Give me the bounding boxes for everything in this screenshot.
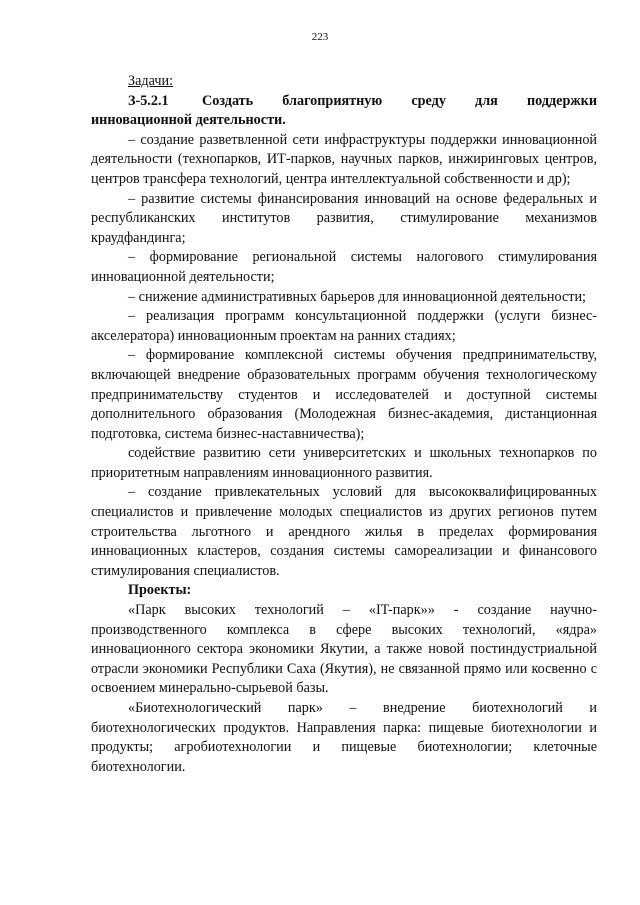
task-paragraph: – развитие системы финансирования инноваций на основе федеральных и республиканских институтов развития, стимулирование механизмов краудфандинга; bbox=[91, 190, 597, 246]
project-paragraph: «Парк высоких технологий – «IT-парк»» - создание научно-производственного комплекса в сфере высоких технологий, «ядра» инновационного сектора экономики Якутии, а также новой постиндустриальной отрасли экономики Республики Саха (Якутия), не связанной прямо или косвенно с освоением минерально-сырьевой базы. bbox=[91, 602, 597, 697]
section-heading bbox=[91, 92, 597, 112]
projects-label: Проекты: bbox=[128, 582, 192, 599]
section-title-rest: инновационной деятельности. bbox=[91, 112, 286, 129]
task-paragraph: – формирование комплексной системы обучения предпринимательству, включающей внедрение образовательных программ обучения технологическому предпринимательству студентов и исследователей и доступной системы дополнительного образования (Молодежная бизнес-академия, дистанционная подготовка, система бизнес-наставничества); bbox=[91, 347, 597, 442]
project-paragraph: «Биотехнологический парк» – внедрение биотехнологий и биотехнологических продуктов. Направления парка: пищевые биотехнологии и продукты; агробиотехнологии и пищевые биотехнологии; клеточные биотехнологии. bbox=[91, 700, 597, 775]
section-number: З-5.2.1 bbox=[128, 92, 169, 109]
document-body bbox=[91, 72, 597, 777]
section-title-first-line: Создать благоприятную среду для поддержки bbox=[202, 92, 597, 109]
task-paragraph: – снижение административных барьеров для инновационной деятельности; bbox=[128, 288, 587, 305]
task-paragraph: – создание привлекательных условий для высококвалифицированных специалистов и привлечение молодых специалистов из других регионов путем строительства льготного и арендного жилья в пределах формирования инновационных кластеров, создания системы самореализации и финансового стимулирования специалистов. bbox=[91, 484, 597, 579]
task-paragraph: содействие развитию сети университетских и школьных технопарков по приоритетным направлениям инновационного развития. bbox=[91, 445, 597, 481]
task-paragraph: – формирование региональной системы налогового стимулирования инновационной деятельности; bbox=[91, 249, 597, 285]
task-paragraph: – реализация программ консультационной поддержки (услуги бизнес-акселератора) инновационным проектам на ранних стадиях; bbox=[91, 308, 597, 344]
page-number: 223 bbox=[311, 31, 329, 43]
task-paragraph: – создание разветвленной сети инфраструктуры поддержки инновационной деятельности (технопарков, ИТ-парков, научных парков, инжиринговых центров, центров трансфера технологий, центра интеллектуальной собственности и др); bbox=[91, 131, 597, 187]
tasks-label: Задачи: bbox=[128, 73, 174, 89]
